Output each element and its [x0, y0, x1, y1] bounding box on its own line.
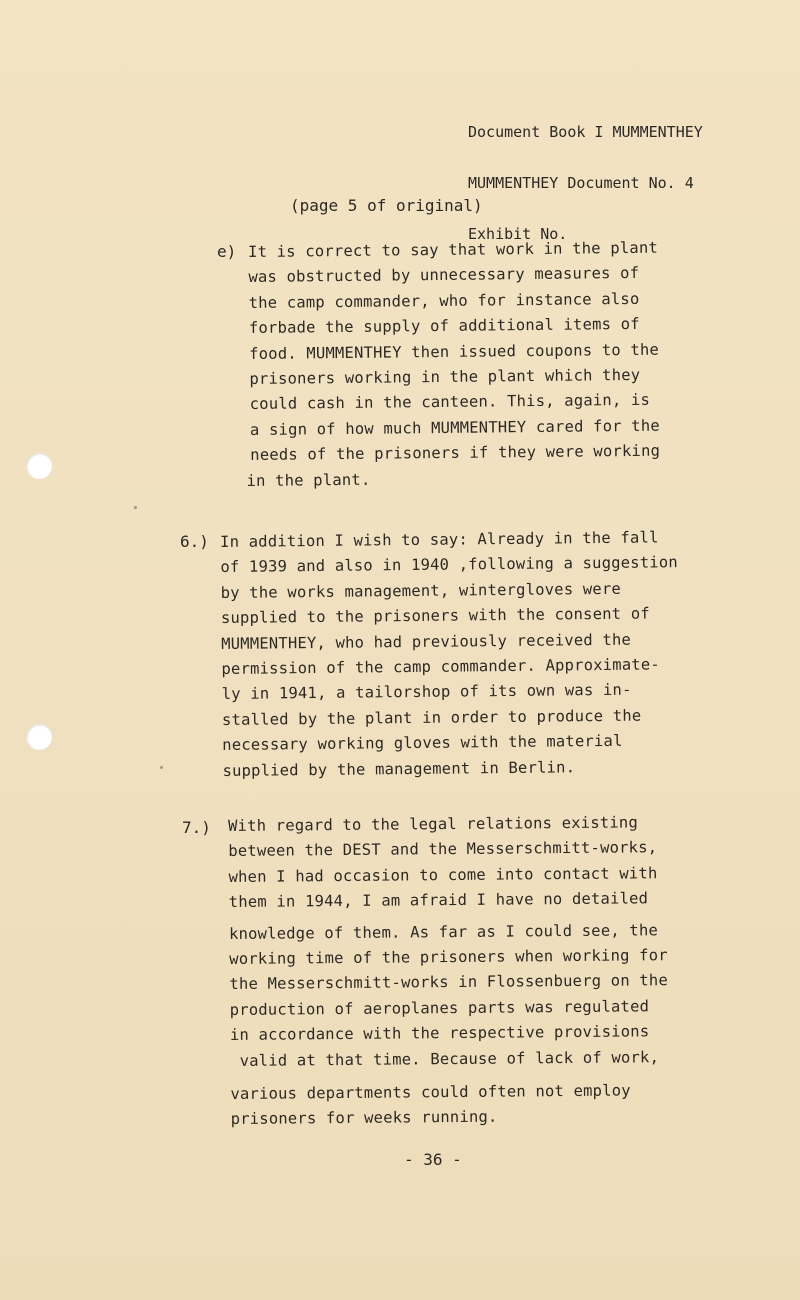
paragraph-line: of 1939 and also in 1940 ,following a suggestion: [220, 553, 678, 577]
paper-speck: [160, 766, 163, 769]
punch-hole-bottom: [26, 724, 52, 750]
paragraph-line: necessary working gloves with the material: [222, 731, 623, 755]
paragraph-line: between the DEST and the Messerschmitt-works,: [228, 838, 658, 861]
page-number: - 36 -: [404, 1150, 462, 1169]
paragraph-line: supplied by the management in Berlin.: [222, 757, 576, 780]
section-marker-e: e): [217, 242, 237, 261]
paragraph-line: knowledge of them. As far as I could see, the: [228, 920, 659, 943]
paragraph-line: when I had occasion to come into contact with: [228, 864, 658, 886]
paragraph-line: was obstructed by unnecessary measures of: [248, 264, 640, 287]
section-7-paragraph: [228, 810, 669, 1133]
paragraph-line: forbade the supply of additional items of: [248, 315, 640, 338]
section-6-paragraph: [220, 525, 680, 784]
paragraph-line: the camp commander, who for instance also: [248, 289, 640, 312]
paragraph-line: them in 1944, I am afraid I have no detailed: [228, 889, 649, 912]
paragraph-line: by the works management, wintergloves were: [220, 579, 622, 602]
paragraph-line: in accordance with the respective provisions: [229, 1022, 650, 1045]
section-e-paragraph: [248, 236, 661, 494]
paragraph-line: in the plant.: [246, 470, 371, 490]
original-page-note: (page 5 of original): [290, 196, 483, 215]
paragraph-line: could cash in the canteen. This, again, is: [249, 391, 651, 414]
paragraph-line: supplied to the prisoners with the consent of: [220, 604, 650, 628]
header-line-document-number: MUMMENTHEY Document No. 4: [468, 174, 694, 192]
paragraph-line: prisoners working in the plant which they: [249, 365, 641, 388]
paragraph-line: stalled by the plant in order to produce the: [221, 706, 642, 729]
header-line-document-book: Document Book I MUMMENTHEY: [468, 123, 703, 141]
paragraph-line: It is correct to say that work in the plant: [248, 238, 659, 261]
paragraph-line: needs of the prisoners if they were working: [250, 441, 661, 465]
section-marker-6: 6.): [180, 532, 209, 551]
paragraph-line: prisoners for weeks running.: [230, 1107, 498, 1129]
paragraph-line: permission of the camp commander. Approximate-: [221, 655, 660, 678]
header-line-exhibit: Exhibit No.: [468, 225, 568, 243]
paragraph-line: working time of the prisoners when working for: [229, 946, 668, 968]
paragraph-line: MUMMENTHEY, who had previously received the: [221, 630, 632, 653]
paragraph-line: ly in 1941, a tailorshop of its own was in-: [221, 681, 632, 704]
paragraph-line: a sign of how much MUMMENTHEY cared for the: [249, 416, 660, 439]
paragraph-line: With regard to the legal relations existing: [228, 813, 639, 835]
punch-hole-top: [26, 453, 52, 479]
section-marker-7: 7.): [182, 818, 211, 837]
paragraph-line: valid at that time. Because of lack of work,: [230, 1047, 660, 1070]
paragraph-line: In addition I wish to say: Already in the fall: [220, 528, 659, 551]
paper-speck: [134, 506, 137, 509]
paragraph-line: various departments could often not employ: [230, 1081, 631, 1103]
paragraph-line: production of aeroplanes parts was regulated: [229, 997, 650, 1019]
paragraph-line: food. MUMMENTHEY then issued coupons to the: [249, 340, 660, 363]
paragraph-line: the Messerschmitt-works in Flossenbuerg on the: [229, 971, 669, 994]
